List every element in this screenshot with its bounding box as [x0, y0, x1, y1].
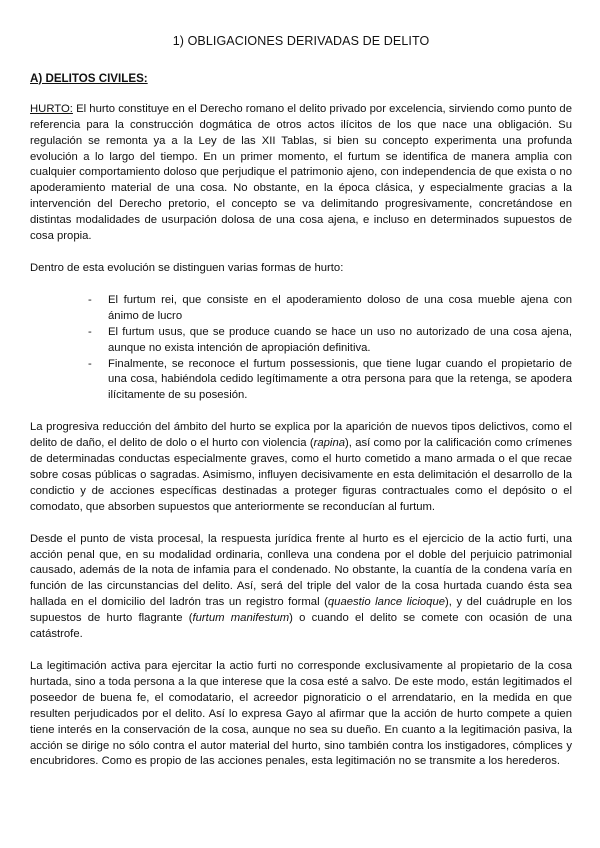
section-title: A) DELITOS CIVILES:: [30, 71, 148, 85]
list-item: [88, 357, 572, 405]
paragraph-reduction: [30, 420, 572, 515]
bullet-marker: -: [88, 325, 92, 338]
text-run: Desde el punto de vista procesal, la respuesta jurídica frente al hurto es el ejercicio de la actio furti, una acción penal que, en su modalidad ordinaria, conlleva una condena por el doble del perjuicio patrimonial causado, además de la nota de infamia para el condenado. No obstante, la cuantía de la condena varía en función de las circunstancias del delito. Así, será del triple del valor de la cosa hurtada cuando ésta sea hallada en el domicilio del ladrón tras un registro formal (: [30, 532, 572, 609]
bullet-marker: -: [88, 357, 92, 370]
text-run: ), así como por la calificación como crímenes de determinadas conductas especialmente graves, como el hurto cometido a mano armada o el que recae sobre cosas públicas o sagradas. Asimismo, influyen decisivamente en esta delimitación el desarrollo de la condictio y de acciones específicas destinadas a proteger figuras contractuales como el depósito o el comodato, que absorben supuestos que anteriormente se reconducían al furtum.: [30, 437, 572, 513]
list-item-text: El furtum rei, que consiste en el apoderamiento doloso de una cosa mueble ajena con ánimo de lucro: [108, 293, 572, 322]
italic-term: furtum manifestum: [192, 612, 290, 625]
document-title: 1) OBLIGACIONES DERIVADAS DE DELITO: [172, 34, 430, 48]
text-run: ) o cuando el delito se comete con ocasión de una catástrofe.: [30, 612, 573, 641]
paragraph-procedural: [30, 532, 572, 643]
paragraph-hurto: [30, 102, 572, 245]
document-page: [30, 34, 572, 786]
list-item-text: Finalmente, se reconoce el furtum possessionis, que tiene lugar cuando el propietario de una cosa, habiéndola cedido legítimamente a otra persona para que la retenga, se apodera ilícitamente de su posesión.: [108, 357, 572, 402]
text-run: ), y del cuádruple en los supuestos de hurto flagrante (: [30, 596, 572, 625]
bullet-marker: -: [88, 293, 92, 306]
italic-term: rapina: [313, 437, 346, 450]
forms-list: [30, 293, 572, 404]
text-run: La progresiva reducción del ámbito del hurto se explica por la aparición de nuevos tipos delictivos, como el delito de daño, el delito de dolo o el hurto con violencia (: [30, 421, 572, 450]
hurto-heading: HURTO:: [30, 102, 73, 115]
list-item-text: El furtum usus, que se produce cuando se hace un uso no autorizado de una cosa ajena, aunque no exista intención de apropiación definitiva.: [108, 325, 572, 354]
paragraph-forms-intro: Dentro de esta evolución se distinguen varias formas de hurto:: [30, 261, 344, 274]
list-item: [88, 325, 572, 357]
hurto-text: El hurto constituye en el Derecho romano el delito privado por excelencia, sirviendo como punto de referencia para la construcción dogmática de otros actos ilícitos de los que nace una obligación. Su regulación se remonta ya a la Ley de las XII Tablas, si bien su concepto experimenta una profunda evolución a lo largo del tiempo. En un primer momento, el furtum se identifica de manera amplia con cualquier comportamiento doloso que perjudique el patrimonio ajeno, con independencia de que exista o no apoderamiento material de una cosa. No obstante, en la época clásica, y especialmente gracias a la intervención del Derecho pretorio, el concepto se va delimitando progresivamente, concretándose en distintas modalidades de usurpación dolosa de una cosa ajena, e incluso en determinados supuestos de cosa propia.: [30, 102, 572, 243]
list-item: [88, 293, 572, 325]
paragraph-legitimation: La legitimación activa para ejercitar la actio furti no corresponde exclusivamente al propietario de la cosa hurtada, sino a toda persona a la que interese que la cosa esté a salvo. De este modo, están legitimados el poseedor de buena fe, el comodatario, el acreedor pignoraticio o el arrendatario, en la medida en que resulten perjudicados por el delito. Así lo expresa Gayo al afirmar que la acción de hurto compete a quien tiene interés en la conservación de la cosa, aunque no sea su dueño. En cuanto a la legitimación pasiva, la acción se dirige no sólo contra el autor material del hurto, sino también contra los instigadores, cómplices y encubridores. Como es propio de las acciones penales, esta legitimación no se transmite a los herederos.: [30, 660, 572, 768]
italic-term: quaestio lance licioque: [327, 596, 446, 609]
